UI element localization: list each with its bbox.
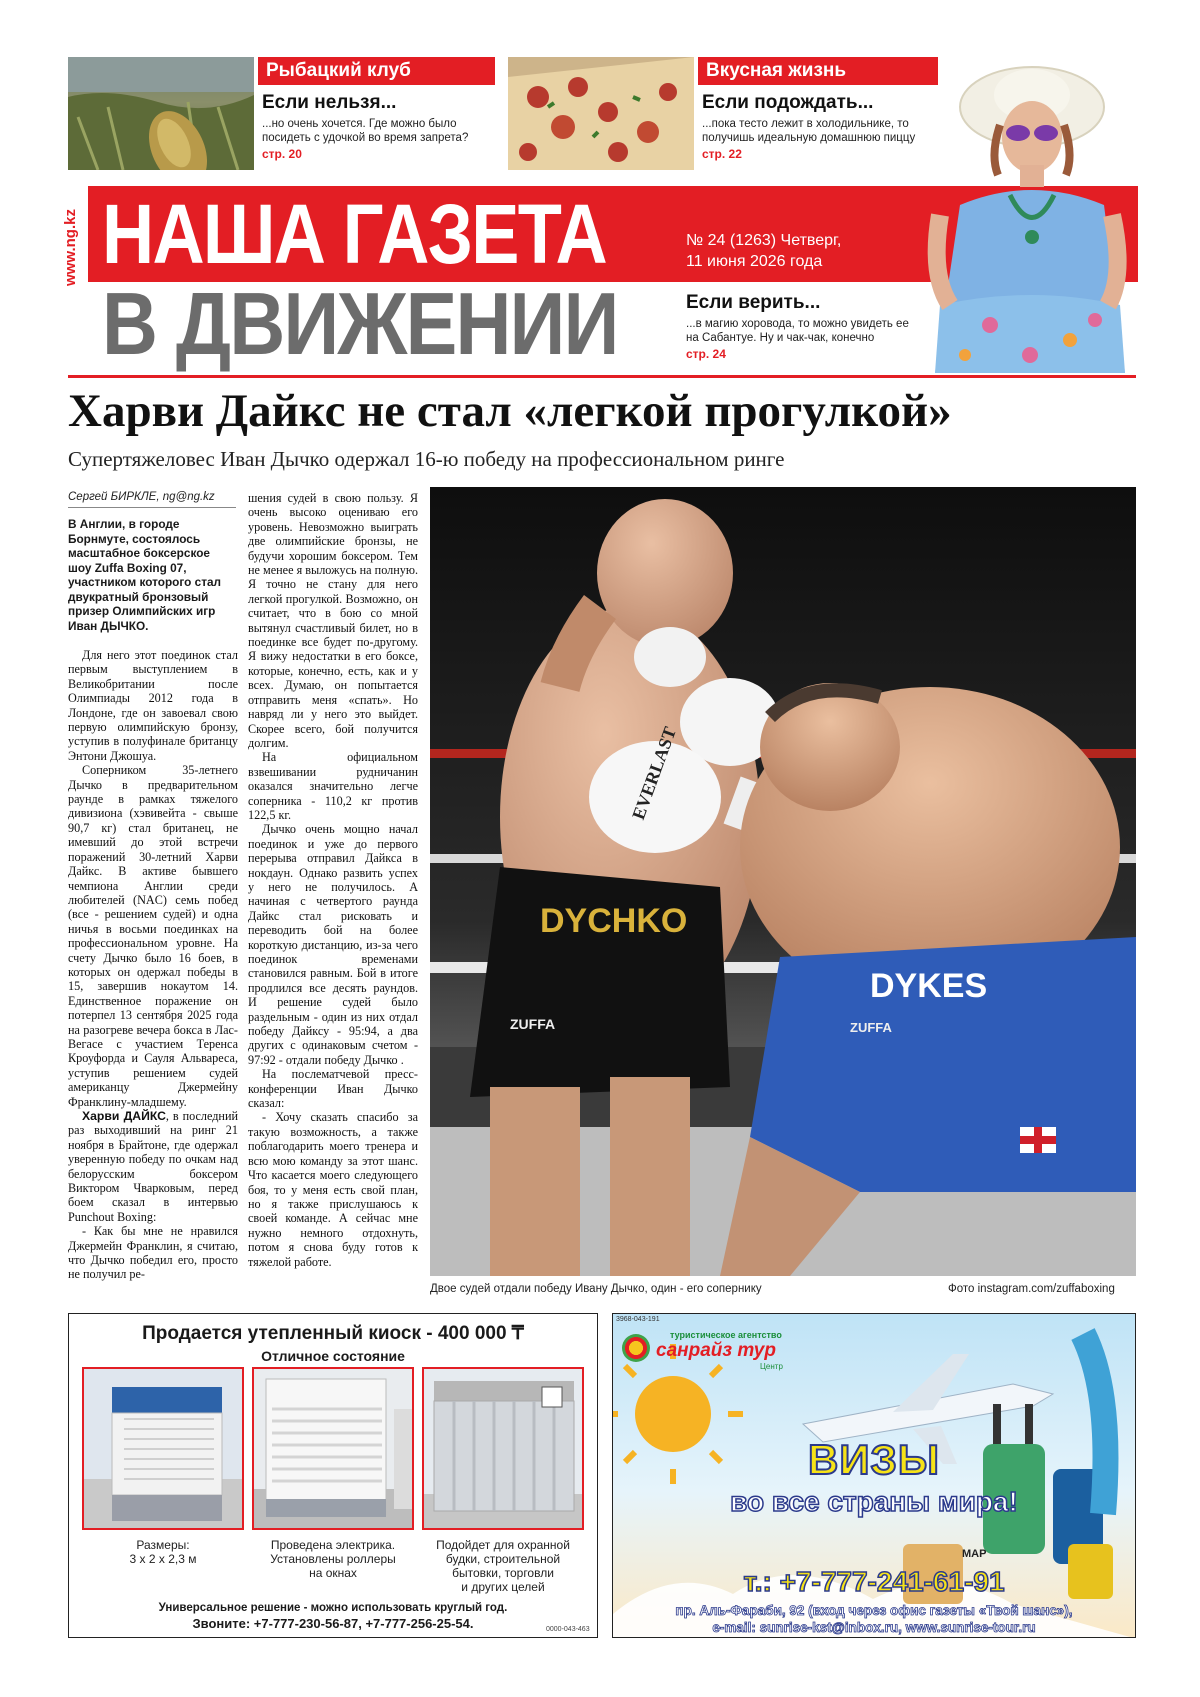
- agency-name: санрайз тур: [656, 1340, 776, 1361]
- paragraph: Соперником 35-летнего Дычко в предварительном раунде в рамках тяжелого дивизиона (хэвивейта - свыше 90,7 кг) стал британец, не имевший до этой встречи поражений 30-летний Харви Дайкс. В активе бывшего чемпиона Англии среди любителей (NAC) семь побед (все - решением судей) и одна ничья в восьми поединках на профессиональном уровне. На счету Дычко было 16 боев, в которых он одержал победы в 15, завершив нокаутом 14. Единственное поражение он потерпел 13 сентября 2025 года на разогреве вечера бокса в Лас-Вегасе с участием Теренса Кроуфорда и Сауля Альвареса, уступив решением судей американцу Джермейну Франклину-младшему.: [68, 763, 238, 1109]
- byline: Сергей БИРКЛЕ, ng@ng.kz: [68, 491, 215, 503]
- kiosk-ad-subtitle: Отличное состояние: [261, 1348, 405, 1364]
- paragraph: шения судей в свою пользу. Я очень высоко оцениваю его уровень. Невозможно выиграть две олимпийские бронзы, не будучи хорошим боксером. Тем не менее я выложусь на полную. Я точно не стану для него легкой прогулкой. Возможно, он считает, что в бою со мной вытянул счастливый билет, но в поединке все будет по-другому. Я вижу недостатки в его боксе, которые, конечно, есть, как и у всех. Думаю, он попытается отправить меня «спать». Но навряд ли у него это выйдет. Скорее всего, бой получится долгим.: [248, 491, 418, 750]
- masthead-rule: [68, 375, 1136, 378]
- kiosk-caption-3: Подойдет для охранной будки, строительной бытовки, торговли и других целей: [436, 1538, 570, 1594]
- map-label: MAP: [962, 1548, 987, 1560]
- paragraph: - Как бы мне не нравился Джермейн Франклин, я считаю, что Дычко победил его, просто не получил ре-: [68, 1224, 238, 1282]
- issue-info: [686, 230, 841, 272]
- article-column-2: [248, 491, 418, 1269]
- issue-date: 11 июня 2026 года: [686, 253, 823, 270]
- teaser-section-food: Вкусная жизнь: [698, 57, 938, 85]
- visas-title: ВИЗЫ: [808, 1436, 940, 1483]
- teaser-headline-sabantuy: Если верить...: [686, 292, 821, 313]
- travel-phone[interactable]: т.: +7-777-241-61-91: [743, 1566, 1005, 1597]
- byline-rule: [68, 507, 236, 508]
- teaser-text-food: ...пока тесто лежит в холодильнике, то получишь идеальную домашнюю пиццу: [702, 118, 916, 144]
- paragraph: На официальном взвешивании рудничанин оказался значительно легче соперника - 110,2 кг против 122,5 кг.: [248, 750, 418, 822]
- kiosk-caption-2: Проведена электрика. Установлены роллеры на окнах: [270, 1538, 396, 1580]
- sun-logo-icon: [622, 1334, 650, 1362]
- teaser-headline-food: Если подождать...: [702, 92, 874, 113]
- site-url[interactable]: www.ng.kz: [62, 209, 79, 286]
- travel-contacts[interactable]: e-mail: sunrise-kst@inbox.ru, www.sunrise-tour.ru: [712, 1620, 1036, 1635]
- paragraph-lead-name: Харви ДАЙКС: [82, 1109, 166, 1123]
- article-lead: В Англии, в городе Борнмуте, состоялось масштабное боксерское шоу Zuffa Boxing 07, участником которого стал двукратный бронзовый призер Олимпийских игр Иван ДЫЧКО.: [68, 517, 222, 633]
- kiosk-ad-footer: Универсальное решение - можно использовать круглый год.: [158, 1602, 508, 1614]
- pizza-photo: [508, 57, 694, 170]
- article-column-1: [68, 648, 238, 1282]
- kiosk-caption-1: Размеры: 3 х 2 х 2,3 м: [129, 1538, 197, 1566]
- photo-caption: Двое судей отдали победу Ивану Дычко, один - его сопернику: [430, 1283, 762, 1295]
- teaser-headline-fishing: Если нельзя...: [262, 92, 397, 113]
- travel-address: пр. Аль-Фараби, 92 (вход через офис газеты «Твой шанс»),: [675, 1603, 1073, 1618]
- newspaper-subtitle: В ДВИЖЕНИИ: [102, 274, 618, 373]
- paragraph-text: , в последний раз выходивший на ринг 21 ноября в Брайтоне, где одержал уверенную победу по очкам над белорусским боксером Виктором Чварковым, перед боем сказал в интервью Punchout Boxing:: [68, 1109, 238, 1224]
- kiosk-ad-code: 0000-043-463: [546, 1626, 590, 1633]
- issue-number: № 24 (1263) Четверг,: [686, 232, 842, 249]
- woman-in-hat-photo: [920, 55, 1135, 373]
- teaser-page-fishing[interactable]: стр. 20: [262, 147, 302, 161]
- article-headline: Харви Дайкс не стал «легкой прогулкой»: [68, 385, 952, 437]
- travel-ad-code: 3968-043-191: [616, 1316, 660, 1323]
- teaser-page-sabantuy[interactable]: стр. 24: [686, 347, 726, 361]
- teaser-text-fishing: ...но очень хочется. Где можно было посидеть с удочкой во время запрета?: [262, 118, 469, 144]
- teaser-page-food[interactable]: стр. 22: [702, 147, 742, 161]
- visas-subtitle: во все страны мира!: [730, 1486, 1018, 1517]
- kiosk-ad-phones[interactable]: Звоните: +7-777-230-56-87, +7-777-256-25-54.: [192, 1616, 474, 1631]
- article-subhead: Супертяжеловес Иван Дычко одержал 16-ю победу на профессиональном ринге: [68, 447, 785, 471]
- trunks-text-left: DYCHKO: [540, 902, 688, 940]
- paragraph: - Хочу сказать спасибо за такую возможность, а также поблагодарить моего тренера и всю мою команду за этот шанс. Что касается моего следующего боя, то у меня есть свой план, но я также прислушаюсь к своей команде. А сейчас мне нужно немного отдохнуть, потом я снова буду готов к тяжелой работе.: [248, 1110, 418, 1269]
- agency-center: Центр: [760, 1362, 783, 1371]
- fish-photo: [68, 57, 254, 170]
- kiosk-photo-1: [82, 1367, 244, 1530]
- kiosk-ad-title: Продается утепленный киоск - 400 000 ₸: [142, 1323, 524, 1344]
- teaser-text-sabantuy: ...в магию хоровода, то можно увидеть ее на Сабантуе. Ну и чак-чак, конечно: [686, 318, 909, 344]
- paragraph: [68, 1109, 238, 1224]
- glove-brand: EVERLAST: [628, 724, 681, 823]
- trunks-text-right: DYKES: [870, 967, 988, 1005]
- trunks-brand-right: ZUFFA: [850, 1020, 892, 1035]
- agency-label: туристическое агентство: [670, 1330, 782, 1340]
- paragraph: Для него этот поединок стал первым выступлением в Великобритании после Олимпиады 2012 года в Лондоне, где он завоевал свою первую олимпийскую бронзу, уступив в полуфинале британцу Энтони Джошуа.: [68, 648, 238, 763]
- paragraph: На послематчевой пресс-конференции Иван Дычко сказал:: [248, 1067, 418, 1111]
- newspaper-title: НАША ГАЗЕТА: [102, 187, 607, 281]
- boxing-photo: [430, 487, 1136, 1276]
- paragraph: Дычко очень мощно начал поединок и уже до первого перерыва отправил Дайкса в нокдаун. Однако развить успех у него не получилось. А начиная с четвертого раунда Дайкс стал рисковать и переводить бой на более короткую дистанцию, из-за чего поединок временами становился равным. Бой в итоге продлился все десять раундов. И решение судей было раздельным - один из них отдал победу Дайксу - 95:94, а два других с одинаковым счетом - 97:92 - отдали победу Дычко .: [248, 822, 418, 1067]
- photo-credit[interactable]: Фото instagram.com/zuffaboxing: [948, 1283, 1115, 1295]
- kiosk-photo-3: [422, 1367, 584, 1530]
- kiosk-photo-2: [252, 1367, 414, 1530]
- trunks-brand-left: ZUFFA: [510, 1016, 556, 1032]
- teaser-section-fishing: Рыбацкий клуб: [258, 57, 495, 85]
